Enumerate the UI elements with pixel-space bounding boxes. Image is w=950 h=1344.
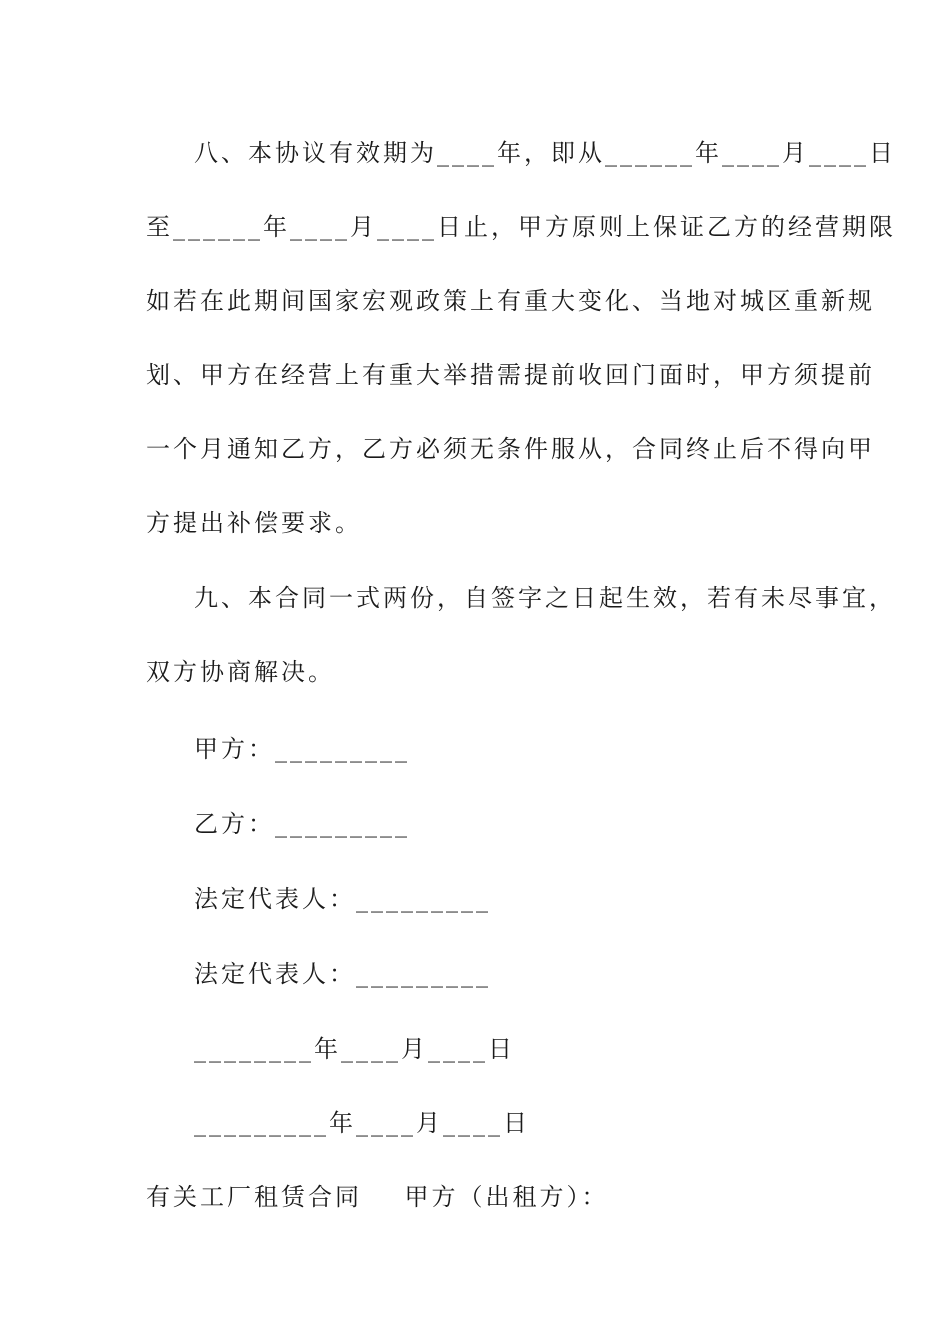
- clause-9-line-2: 双方协商解决。: [146, 658, 335, 686]
- signing-date-2: _________年____月____日: [194, 1109, 530, 1137]
- clause-8-line-1: 八、本协议有效期为____年，即从______年____月____日: [194, 139, 896, 167]
- clause-8-line-2: 至______年____月____日止，甲方原则上保证乙方的经营期限: [146, 213, 896, 241]
- clause-9-line-1: 九、本合同一式两份，自签字之日起生效，若有未尽事宜，: [194, 584, 896, 612]
- clause-8-line-3: 如若在此期间国家宏观政策上有重大变化、当地对城区重新规: [146, 287, 875, 315]
- clause-8-line-6: 方提出补偿要求。: [146, 509, 362, 537]
- next-contract-heading: 有关工厂租赁合同 甲方（出租方）：: [146, 1183, 609, 1211]
- signing-date-1: ________年____月____日: [194, 1035, 515, 1063]
- legal-rep-signature-1: 法定代表人：_________: [194, 885, 491, 913]
- party-b-signature: 乙方：_________: [194, 810, 410, 838]
- clause-8-line-5: 一个月通知乙方，乙方必须无条件服从，合同终止后不得向甲: [146, 435, 875, 463]
- legal-rep-signature-2: 法定代表人：_________: [194, 960, 491, 988]
- clause-8-line-4: 划、甲方在经营上有重大举措需提前收回门面时，甲方须提前: [146, 361, 875, 389]
- party-a-signature: 甲方：_________: [194, 735, 410, 763]
